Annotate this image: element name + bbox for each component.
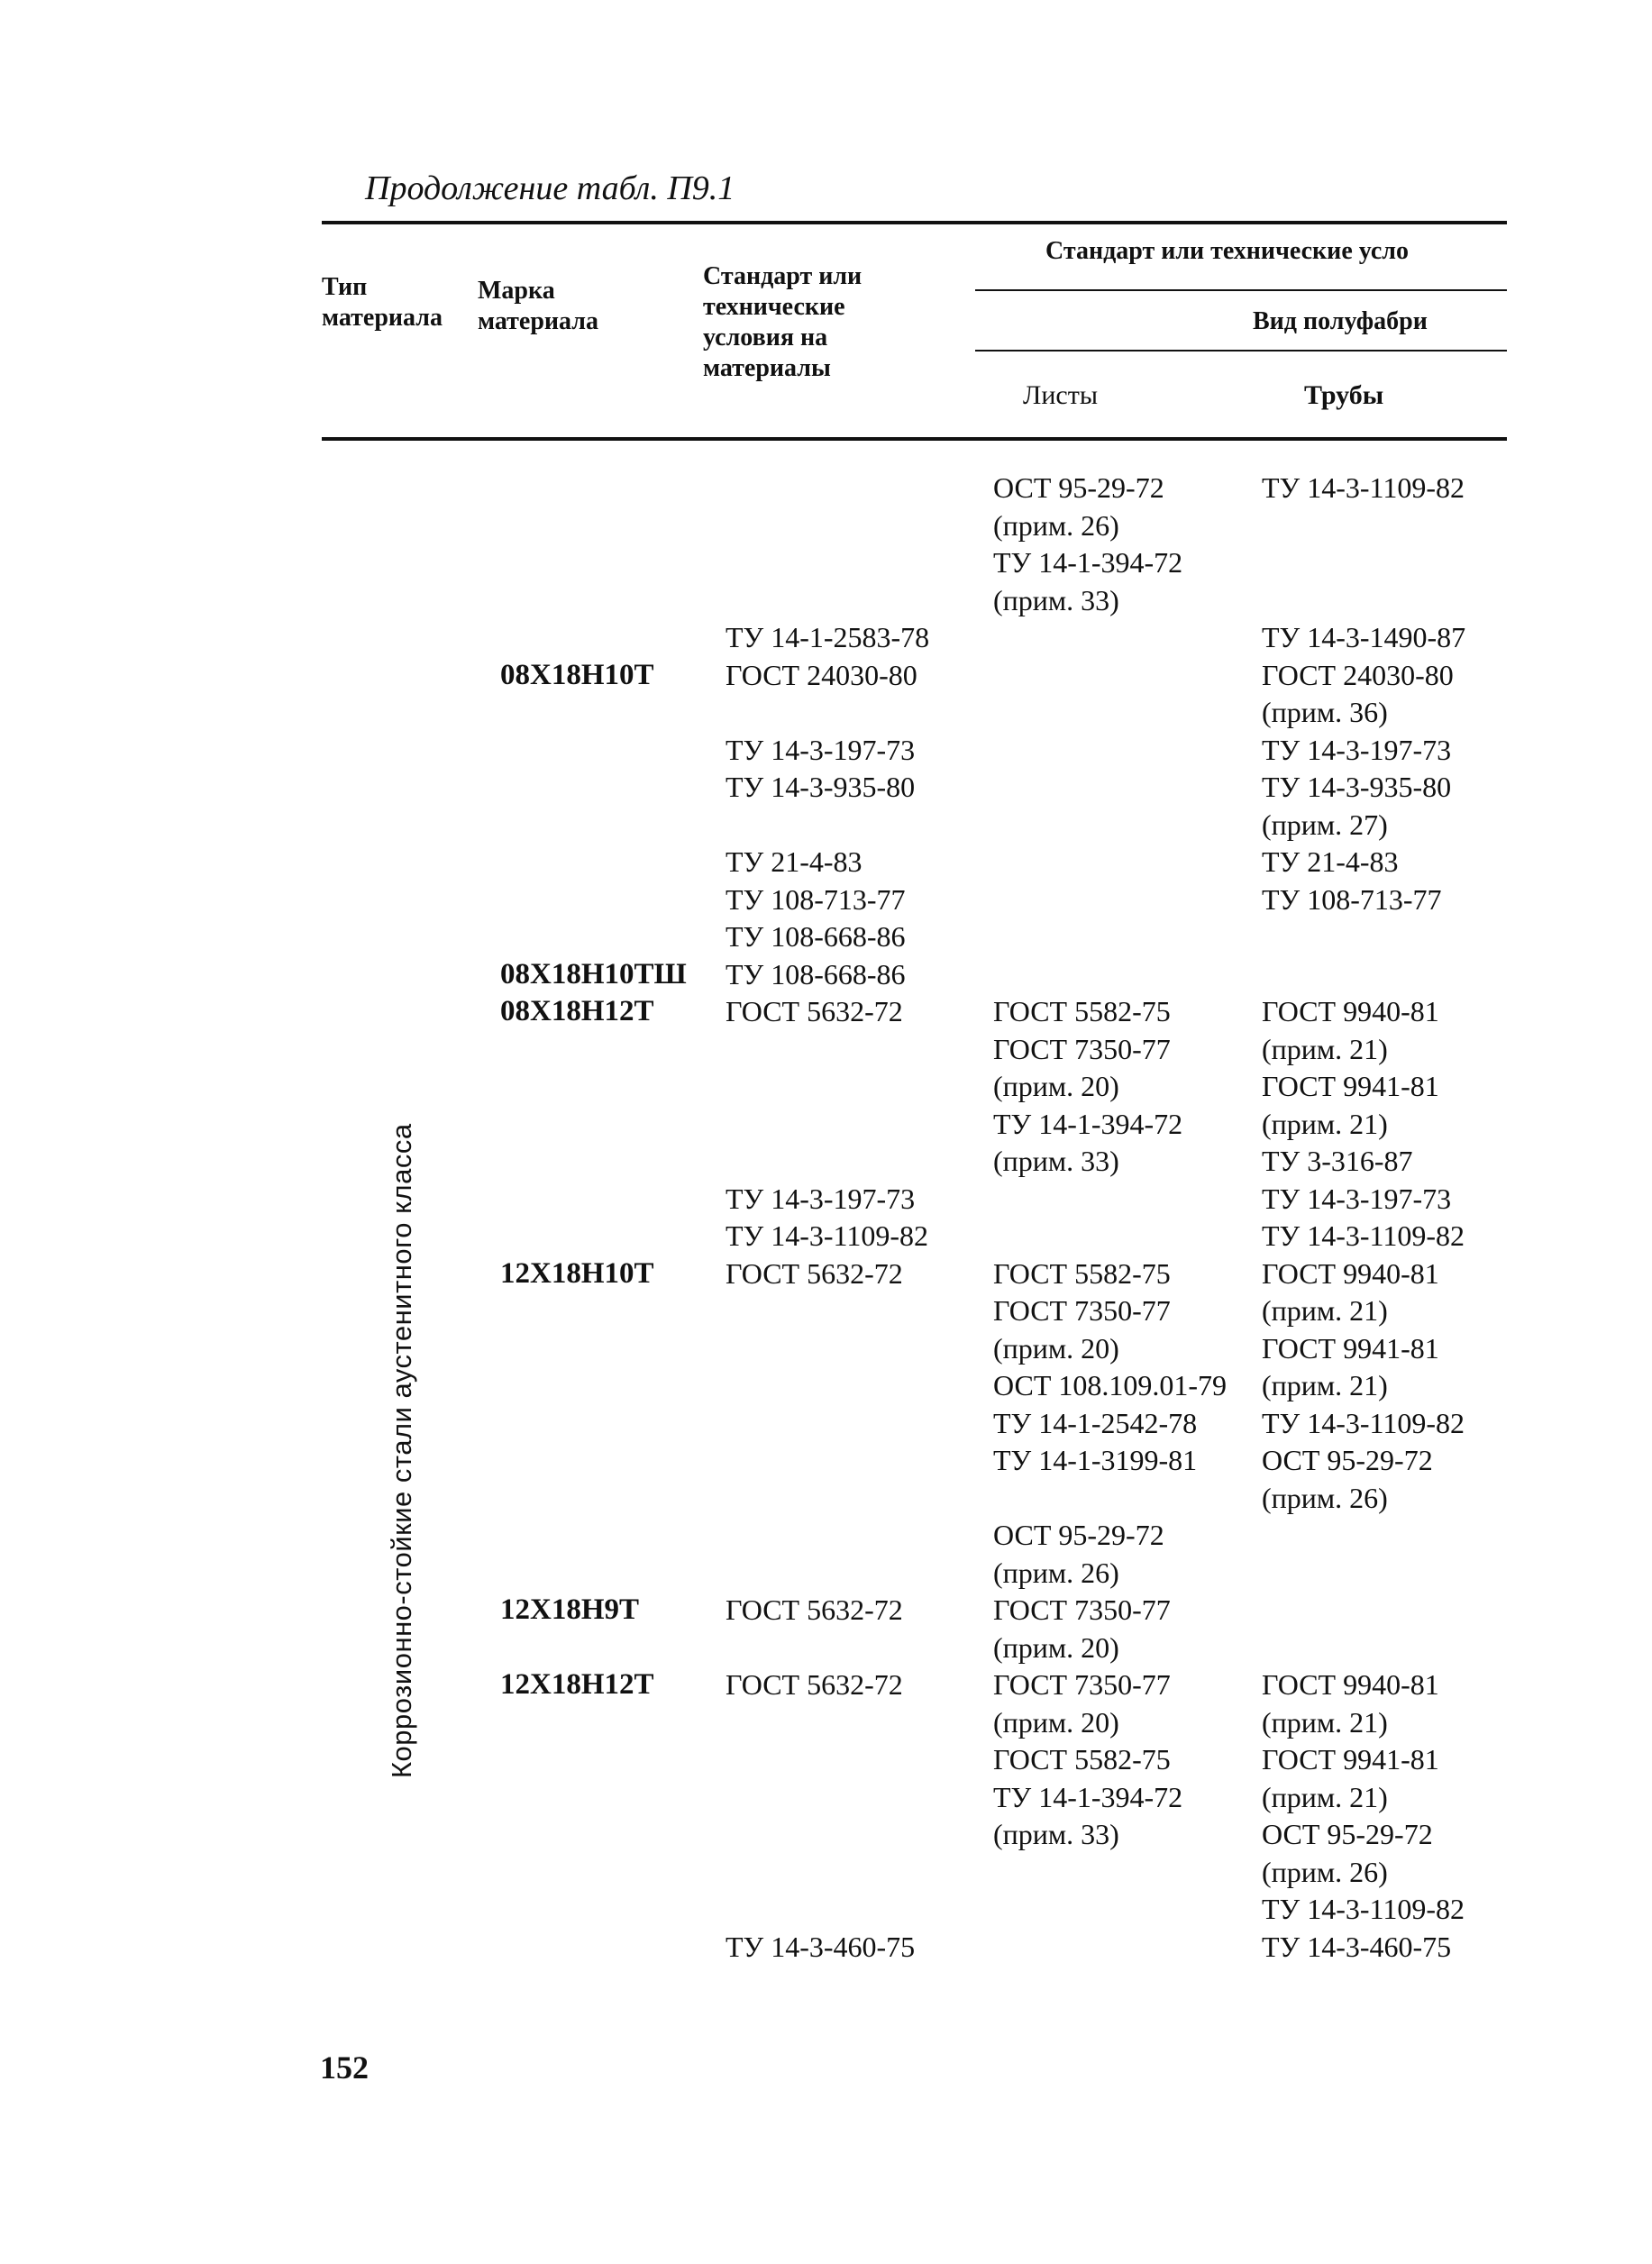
sheets-cell: (прим. 33) (993, 1145, 1119, 1177)
standard-cell: ТУ 14-3-197-73 (726, 734, 916, 766)
pipes-cell: ТУ 14-3-1490-87 (1262, 621, 1466, 653)
sheets-cell: ГОСТ 7350-77 (993, 1294, 1171, 1327)
sheets-cell: (прим. 26) (993, 509, 1119, 542)
sheets-cell: (прим. 20) (993, 1070, 1119, 1102)
header-type: Тип материала (322, 273, 443, 332)
sheets-cell: (прим. 20) (993, 1706, 1119, 1739)
pipes-cell: (прим. 36) (1262, 696, 1388, 728)
pipes-cell: (прим. 21) (1262, 1369, 1388, 1401)
sheets-cell: ГОСТ 5582-75 (993, 995, 1171, 1027)
pipes-cell: (прим. 26) (1262, 1482, 1388, 1514)
sheets-cell: ГОСТ 5582-75 (993, 1743, 1171, 1776)
standard-cell: ТУ 14-3-460-75 (726, 1931, 916, 1963)
mark-cell: 12Х18Н10Т (500, 1257, 654, 1290)
material-type-label: Коррозионно-стойкие стали аустенитного класса (386, 1123, 417, 1778)
header-group: Стандарт или технические усло (1045, 237, 1410, 265)
sheets-cell: (прим. 20) (993, 1631, 1119, 1664)
pipes-cell: ГОСТ 9940-81 (1262, 995, 1439, 1027)
pipes-cell: (прим. 21) (1262, 1108, 1388, 1140)
standard-cell: ТУ 108-668-86 (726, 920, 906, 953)
pipes-cell: ГОСТ 9941-81 (1262, 1332, 1439, 1365)
pipes-cell: (прим. 21) (1262, 1294, 1388, 1327)
standard-cell: ГОСТ 5632-72 (726, 1668, 903, 1701)
pipes-cell: (прим. 21) (1262, 1781, 1388, 1813)
sheets-cell: (прим. 33) (993, 584, 1119, 616)
standard-cell: ТУ 108-713-77 (726, 883, 906, 916)
sheets-cell: ГОСТ 5582-75 (993, 1257, 1171, 1290)
pipes-cell: ТУ 14-3-935-80 (1262, 771, 1452, 803)
sheets-cell: ГОСТ 7350-77 (993, 1668, 1171, 1701)
mark-cell: 12Х18Н12Т (500, 1668, 654, 1701)
group-rule (975, 289, 1507, 291)
pipes-cell: ТУ 14-3-460-75 (1262, 1931, 1452, 1963)
sheets-cell: (прим. 33) (993, 1818, 1119, 1850)
header-bottom-rule (322, 437, 1507, 441)
subgroup-rule (975, 350, 1507, 351)
standard-cell: ГОСТ 5632-72 (726, 1257, 903, 1290)
pipes-cell: ТУ 21-4-83 (1262, 845, 1399, 878)
standard-cell: ТУ 108-668-86 (726, 958, 906, 990)
sheets-cell: ОСТ 95-29-72 (993, 1519, 1164, 1551)
standard-cell: ГОСТ 5632-72 (726, 1593, 903, 1626)
header-sheets: Листы (1023, 380, 1098, 410)
sheets-cell: ГОСТ 7350-77 (993, 1593, 1171, 1626)
standard-cell: ГОСТ 5632-72 (726, 995, 903, 1027)
pipes-cell: (прим. 21) (1262, 1033, 1388, 1065)
sheets-cell: ТУ 14-1-2542-78 (993, 1407, 1198, 1439)
pipes-cell: ГОСТ 9940-81 (1262, 1668, 1439, 1701)
standard-cell: ТУ 21-4-83 (726, 845, 863, 878)
pipes-cell: ТУ 108-713-77 (1262, 883, 1442, 916)
pipes-cell: ОСТ 95-29-72 (1262, 1444, 1433, 1476)
standard-cell: ТУ 14-1-2583-78 (726, 621, 930, 653)
pipes-cell: ТУ 14-3-1109-82 (1262, 1219, 1465, 1252)
mark-cell: 08Х18Н12Т (500, 995, 654, 1027)
pipes-cell: ГОСТ 9941-81 (1262, 1743, 1439, 1776)
mark-cell: 08Х18Н10Т (500, 659, 654, 691)
pipes-cell: ТУ 14-3-1109-82 (1262, 1893, 1465, 1925)
page-number: 152 (320, 2049, 369, 2086)
sheets-cell: (прим. 20) (993, 1332, 1119, 1365)
pipes-cell: ТУ 14-3-197-73 (1262, 1182, 1452, 1215)
header-mark: Марка материала (478, 277, 598, 335)
pipes-cell: (прим. 21) (1262, 1706, 1388, 1739)
standard-cell: ГОСТ 24030-80 (726, 659, 917, 691)
pipes-cell: ГОСТ 9940-81 (1262, 1257, 1439, 1290)
sheets-cell: (прим. 26) (993, 1556, 1119, 1589)
table-caption: Продолжение табл. П9.1 (365, 169, 735, 207)
sheets-cell: ТУ 14-1-394-72 (993, 1781, 1183, 1813)
mark-cell: 12Х18Н9Т (500, 1593, 640, 1626)
sheets-cell: ТУ 14-1-394-72 (993, 1108, 1183, 1140)
pipes-cell: ТУ 14-3-197-73 (1262, 734, 1452, 766)
header-pipes: Трубы (1304, 380, 1384, 410)
sheets-cell: ГОСТ 7350-77 (993, 1033, 1171, 1065)
sheets-cell: ОСТ 108.109.01-79 (993, 1369, 1228, 1401)
pipes-cell: (прим. 26) (1262, 1856, 1388, 1888)
pipes-cell: ТУ 3-316-87 (1262, 1145, 1413, 1177)
standard-cell: ТУ 14-3-197-73 (726, 1182, 916, 1215)
pipes-cell: ТУ 14-3-1109-82 (1262, 1407, 1465, 1439)
sheets-cell: ОСТ 95-29-72 (993, 471, 1164, 504)
standard-cell: ТУ 14-3-1109-82 (726, 1219, 928, 1252)
sheets-cell: ТУ 14-1-394-72 (993, 546, 1183, 579)
standard-cell: ТУ 14-3-935-80 (726, 771, 916, 803)
pipes-cell: ОСТ 95-29-72 (1262, 1818, 1433, 1850)
header-subgroup: Вид полуфабри (1253, 307, 1428, 335)
sheets-cell: ТУ 14-1-3199-81 (993, 1444, 1198, 1476)
mark-cell: 08Х18Н10ТШ (500, 958, 687, 990)
pipes-cell: ГОСТ 24030-80 (1262, 659, 1454, 691)
pipes-cell: (прим. 27) (1262, 808, 1388, 841)
top-rule (322, 221, 1507, 224)
header-standard: Стандарт или технические условия на материалы (703, 262, 863, 382)
pipes-cell: ГОСТ 9941-81 (1262, 1070, 1439, 1102)
pipes-cell: ТУ 14-3-1109-82 (1262, 471, 1465, 504)
